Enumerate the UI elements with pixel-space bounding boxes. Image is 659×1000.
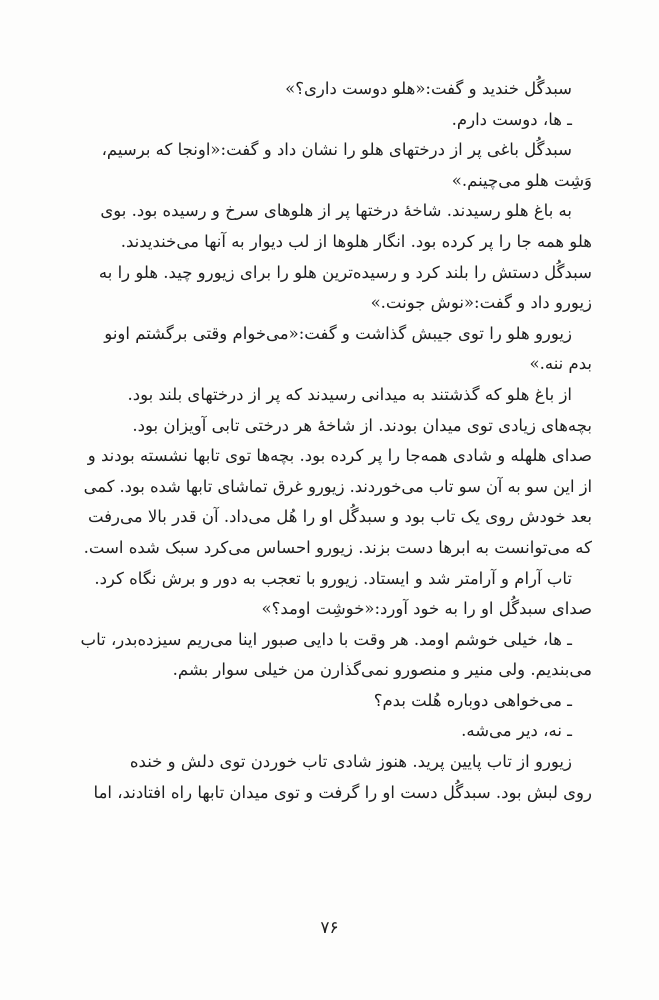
text-line: که می‌توانست به ابرها دست بزند. زیورو احساس می‌کرد سبک شده است. [83,537,592,557]
text-line: به باغ هلو رسیدند. شاخهٔ درختها پر از هلوهای سرخ و رسیده بود. بوی [100,201,572,221]
text-line: ـ نه، دیر می‌شه. [461,721,572,741]
text-line: بعد خودش روی یک تاب بود و سبدگُل او را هُل می‌داد. آن قدر بالا می‌رفت [87,507,592,527]
text-line: از باغ هلو که گذشتند به میدانی رسیدند که پر از درختهای بلند بود. [127,384,572,404]
body-text [78,74,592,808]
text-line: سبدگُل دستش را بلند کرد و رسیده‌ترین هلو را برای زیورو چید. هلو را به [98,262,592,282]
text-line: هلو همه جا را پر کرده بود. انگار هلوها از لب دیوار به آنها می‌خندیدند. [120,231,592,251]
text-line: سبدگُل باغی پر از درختهای هلو را نشان داد و گفت:«اونجا که برسیم، [101,140,572,160]
text-line: صدای سبدگُل او را به خود آورد:«خوشِت اومد؟» [261,599,592,619]
text-line: وَشِت هلو می‌چینم.» [451,170,592,190]
text-line: زیورو از تاب پایین پرید. هنوز شادی تاب خوردن توی دلش و خنده [129,752,572,772]
text-line: صدای هلهله و شادی همه‌جا را پر کرده بود. بچه‌ها توی تابها نشسته بودند و [87,446,592,466]
text-line: بچه‌های زیادی توی میدان بودند. از شاخهٔ هر درختی تابی آویزان بود. [132,415,592,435]
text-line: زیورو هلو را توی جیبش گذاشت و گفت:«می‌خوام وقتی برگشتم اونو [104,323,572,343]
text-line: سبدگُل خندید و گفت:«هلو دوست داری؟» [285,79,572,98]
text-line: زیورو داد و گفت:«نوش جونت.» [370,293,592,313]
text-line: بدم ننه.» [529,354,592,374]
text-line: روی لبش بود. سبدگُل دست او را گرفت و توی میدان تابها راه افتادند، اما [93,782,592,802]
text-line: ـ می‌خواهی دوباره هُلت بدم؟ [373,690,572,710]
text-line: تاب آرام و آرامتر شد و ایستاد. زیورو با تعجب به دور و برش نگاه کرد. [94,568,572,588]
text-line: می‌بندیم. ولی منیر و منصورو نمی‌گذارن من خیلی سوار بشم. [172,660,592,680]
text-line: ـ ها، خیلی خوشم اومد. هر وقت با دایی صبور اینا می‌ریم سیزده‌بدر، تاب [80,629,572,649]
page-number: ۷۶ [320,918,339,938]
text-line: ـ ها، دوست دارم. [451,109,572,129]
text-line: از این سو به آن سو تاب می‌خوردند. زیورو غرق تماشای تابها شده بود. کمی [83,476,592,496]
